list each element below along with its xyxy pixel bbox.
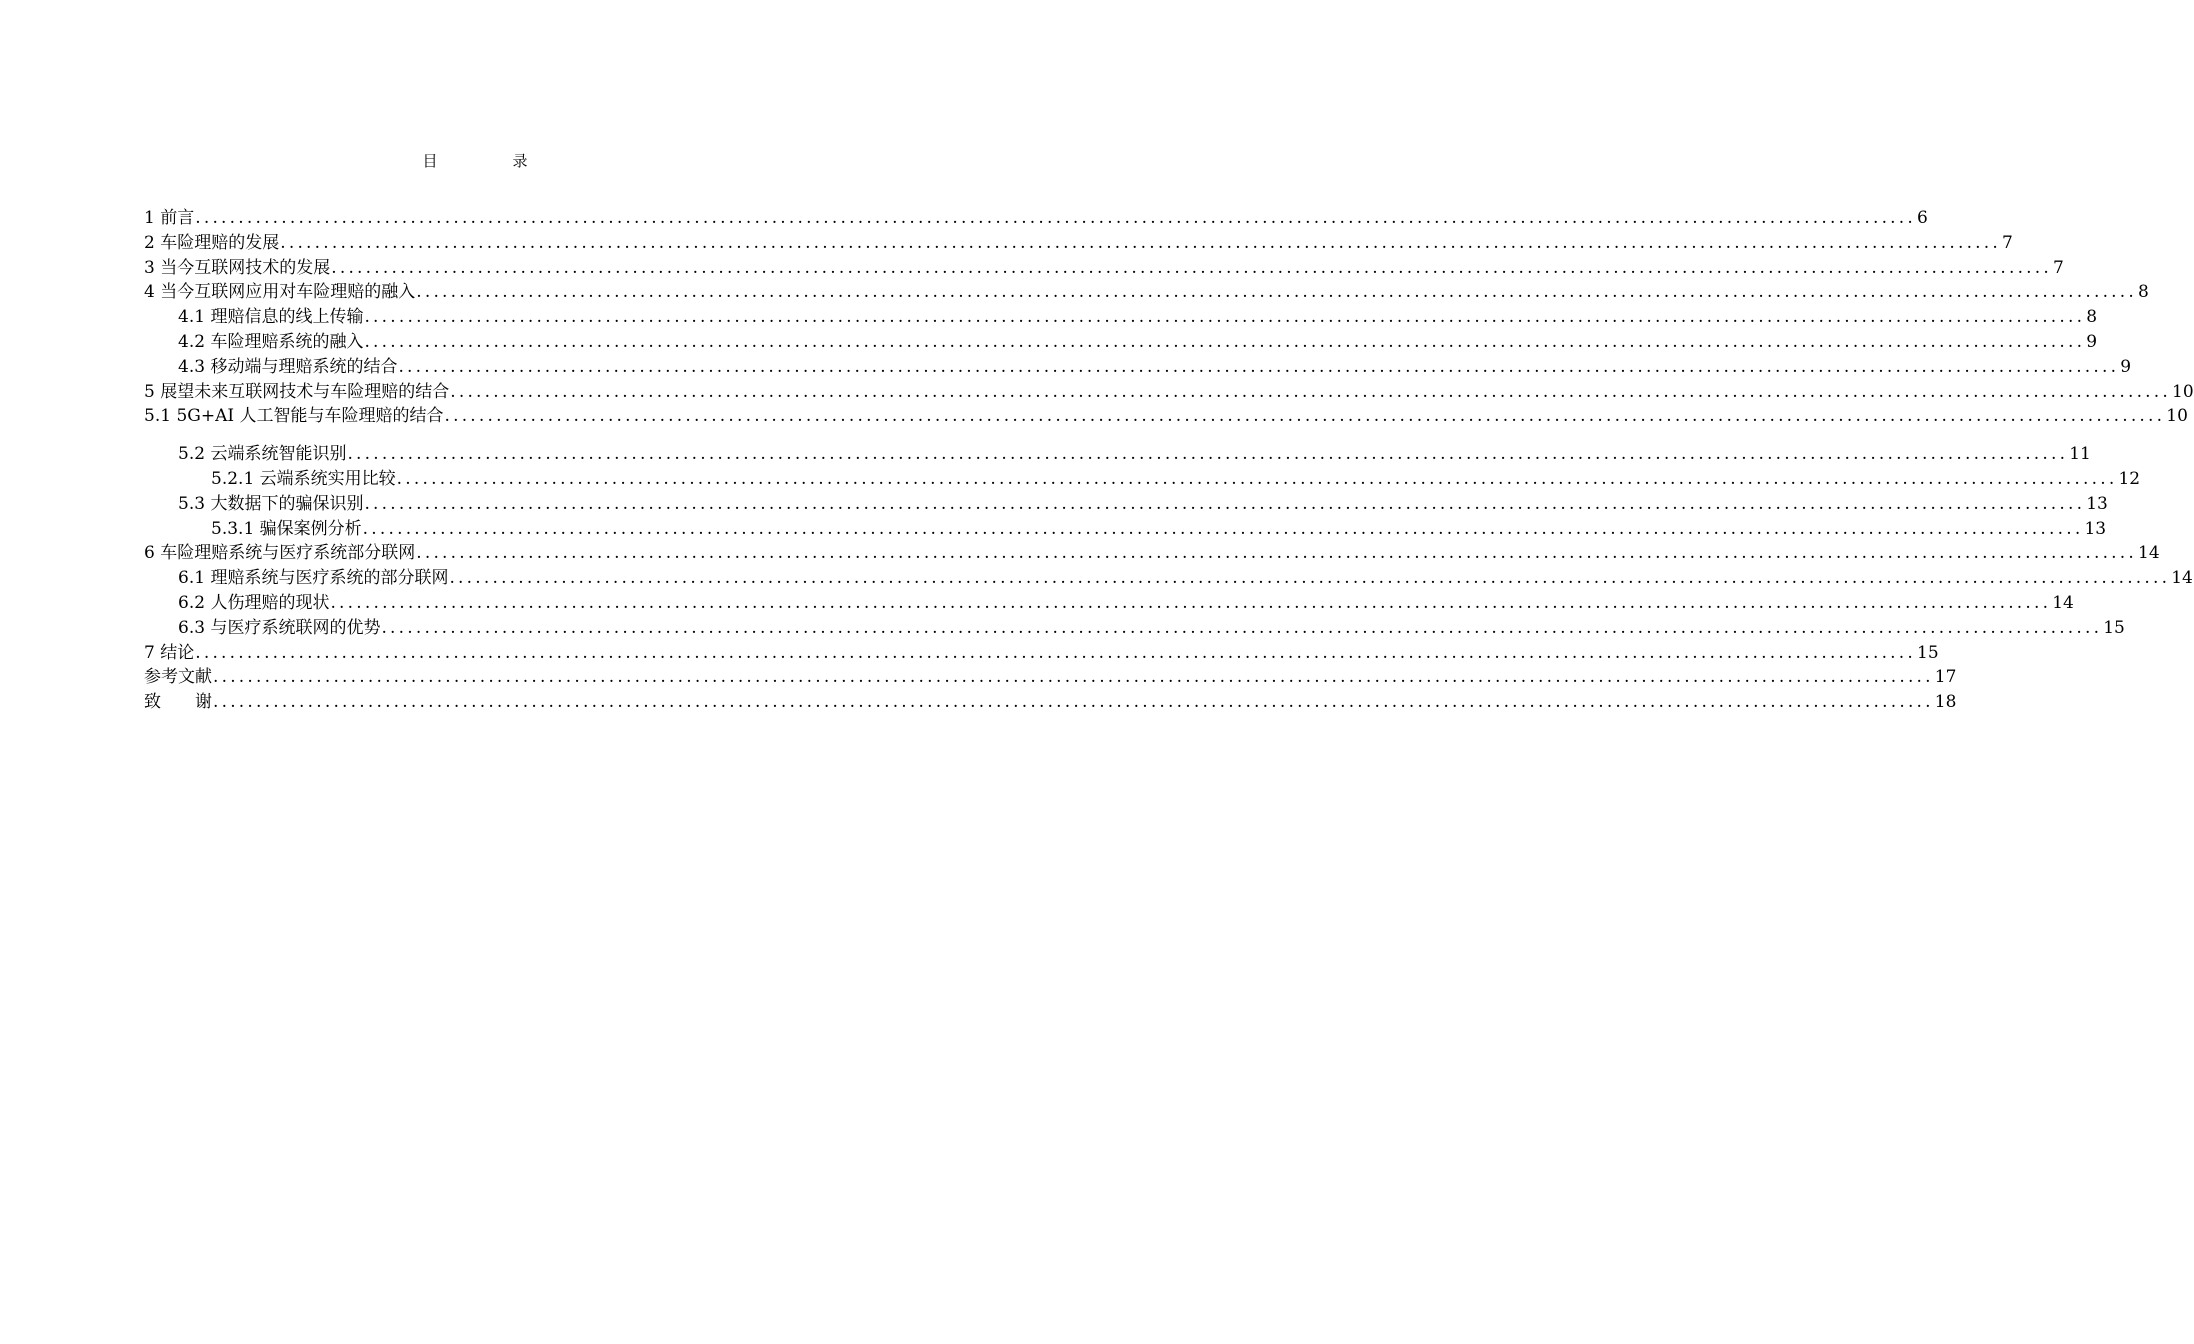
toc-leader-dots: ........................................................................................................................................................................................................ — [195, 642, 1916, 663]
toc-entry-page: 8 — [2086, 307, 2098, 328]
toc-leader-dots: ........................................................................................................................................................................................................ — [347, 444, 2069, 465]
toc-entry-label: 4.3 移动端与理赔系统的结合 — [178, 356, 398, 377]
toc-entry-label: 1 前言 — [144, 208, 195, 228]
toc-entry-page: 14 — [2138, 543, 2160, 564]
toc-leader-dots: ........................................................................................................................................................................................................ — [450, 381, 2171, 402]
toc-entry-page: 15 — [1917, 642, 1939, 663]
toc-leader-dots: ........................................................................................................................................................................................................ — [364, 331, 2086, 352]
toc-entry-page: 18 — [1934, 692, 1957, 713]
toc-entry-label: 4 当今互联网应用对车险理赔的融入 — [144, 282, 416, 303]
toc-entry-page: 14 — [2052, 592, 2074, 613]
toc-leader-dots: ........................................................................................................................................................................................................ — [396, 468, 2118, 489]
toc-entry-label: 5.2 云端系统智能识别 — [178, 444, 347, 465]
toc-entry-page: 11 — [2069, 444, 2091, 465]
toc-entry-page: 9 — [2120, 356, 2132, 377]
toc-entry-label: 6.2 人伤理赔的现状 — [178, 592, 330, 613]
toc-leader-dots: ........................................................................................................................................................................................................ — [362, 518, 2084, 539]
toc-entry-label: 参考文献 — [144, 667, 212, 688]
toc-entry-page: 17 — [1934, 667, 1957, 688]
toc-leader-dots: ........................................................................................................................................................................................................ — [331, 257, 2052, 278]
toc-entry-label: 4.2 车险理赔系统的融入 — [178, 331, 364, 352]
toc-leader-dots: ........................................................................................................................................................................................................ — [280, 232, 2001, 253]
toc-entry[interactable] — [144, 404, 2188, 429]
toc-entry[interactable] — [144, 256, 2064, 281]
toc-entry-page: 13 — [2084, 518, 2107, 539]
toc-entry-label: 5.2.1 云端系统实用比较 — [211, 468, 396, 489]
toc-entry-page: 6 — [1917, 208, 1928, 228]
toc-entry[interactable] — [144, 517, 2107, 542]
toc-entry[interactable] — [144, 566, 2193, 591]
toc-leader-dots: ........................................................................................................................................................................................................ — [364, 307, 2086, 328]
toc-leader-dots: ........................................................................................................................................................................................................ — [416, 282, 2137, 303]
toc-entry[interactable] — [144, 690, 1957, 715]
toc-leader-dots: ........................................................................................................................................................................................................ — [381, 617, 2103, 638]
toc-entry[interactable] — [144, 492, 2108, 517]
toc-entry[interactable] — [144, 665, 1957, 690]
toc-entry-page: 12 — [2118, 468, 2141, 489]
toc-entry-label: 6.3 与医疗系统联网的优势 — [178, 617, 381, 638]
toc-leader-dots: ........................................................................................................................................................................................................ — [330, 592, 2052, 613]
table-of-contents — [144, 206, 2194, 715]
toc-entry-label: 7 结论 — [144, 642, 195, 663]
toc-leader-dots: ........................................................................................................................................................................................................ — [213, 667, 1934, 688]
toc-entry[interactable] — [144, 206, 1928, 231]
toc-entry-page: 7 — [2053, 257, 2064, 278]
toc-entry-page: 9 — [2086, 331, 2098, 352]
toc-leader-dots: ........................................................................................................................................................................................................ — [213, 692, 1934, 713]
toc-leader-dots: ........................................................................................................................................................................................................ — [449, 568, 2171, 589]
toc-entry-page: 15 — [2103, 617, 2125, 638]
toc-entry-label: 5 展望未来互联网技术与车险理赔的结合 — [144, 381, 450, 402]
toc-entry[interactable] — [144, 355, 2132, 380]
toc-entry-page: 10 — [2172, 381, 2194, 402]
toc-leader-dots: ........................................................................................................................................................................................................ — [398, 356, 2120, 377]
toc-entry[interactable] — [144, 641, 1939, 666]
toc-entry[interactable] — [144, 280, 2149, 305]
toc-leader-dots: ........................................................................................................................................................................................................ — [364, 493, 2086, 514]
toc-entry-label: 致 谢 — [144, 692, 212, 713]
toc-entry-label: 4.1 理赔信息的线上传输 — [178, 307, 364, 328]
toc-leader-dots: ........................................................................................................................................................................................................ — [416, 543, 2137, 564]
toc-entry-page: 7 — [2002, 232, 2013, 253]
toc-entry-page: 13 — [2086, 493, 2108, 514]
toc-title: 目 录 — [422, 152, 558, 170]
toc-entry-page: 14 — [2171, 568, 2193, 589]
toc-entry[interactable] — [144, 442, 2091, 467]
toc-entry[interactable] — [144, 616, 2125, 641]
toc-entry[interactable] — [144, 467, 2141, 492]
toc-entry-label: 2 车险理赔的发展 — [144, 232, 280, 253]
toc-entry-label: 5.3.1 骗保案例分析 — [211, 518, 362, 539]
toc-entry-label: 6 车险理赔系统与医疗系统部分联网 — [144, 543, 416, 564]
toc-entry[interactable] — [144, 305, 2098, 330]
toc-entry-label: 3 当今互联网技术的发展 — [144, 257, 331, 278]
toc-entry[interactable] — [144, 380, 2194, 405]
toc-entry-label: 6.1 理赔系统与医疗系统的部分联网 — [178, 568, 449, 589]
toc-entry[interactable] — [144, 591, 2074, 616]
toc-entry[interactable] — [144, 330, 2098, 355]
toc-entry[interactable] — [144, 231, 2013, 256]
toc-entry-label: 5.3 大数据下的骗保识别 — [178, 493, 364, 514]
toc-entry-label: 5.1 5G+AI 人工智能与车险理赔的结合 — [144, 406, 444, 427]
toc-entry-page: 10 — [2166, 406, 2188, 427]
toc-leader-dots: ........................................................................................................................................................................................................ — [195, 208, 1916, 228]
toc-entry[interactable] — [144, 541, 2160, 566]
toc-entry-page: 8 — [2138, 282, 2149, 303]
toc-leader-dots: ........................................................................................................................................................................................................ — [444, 406, 2166, 427]
